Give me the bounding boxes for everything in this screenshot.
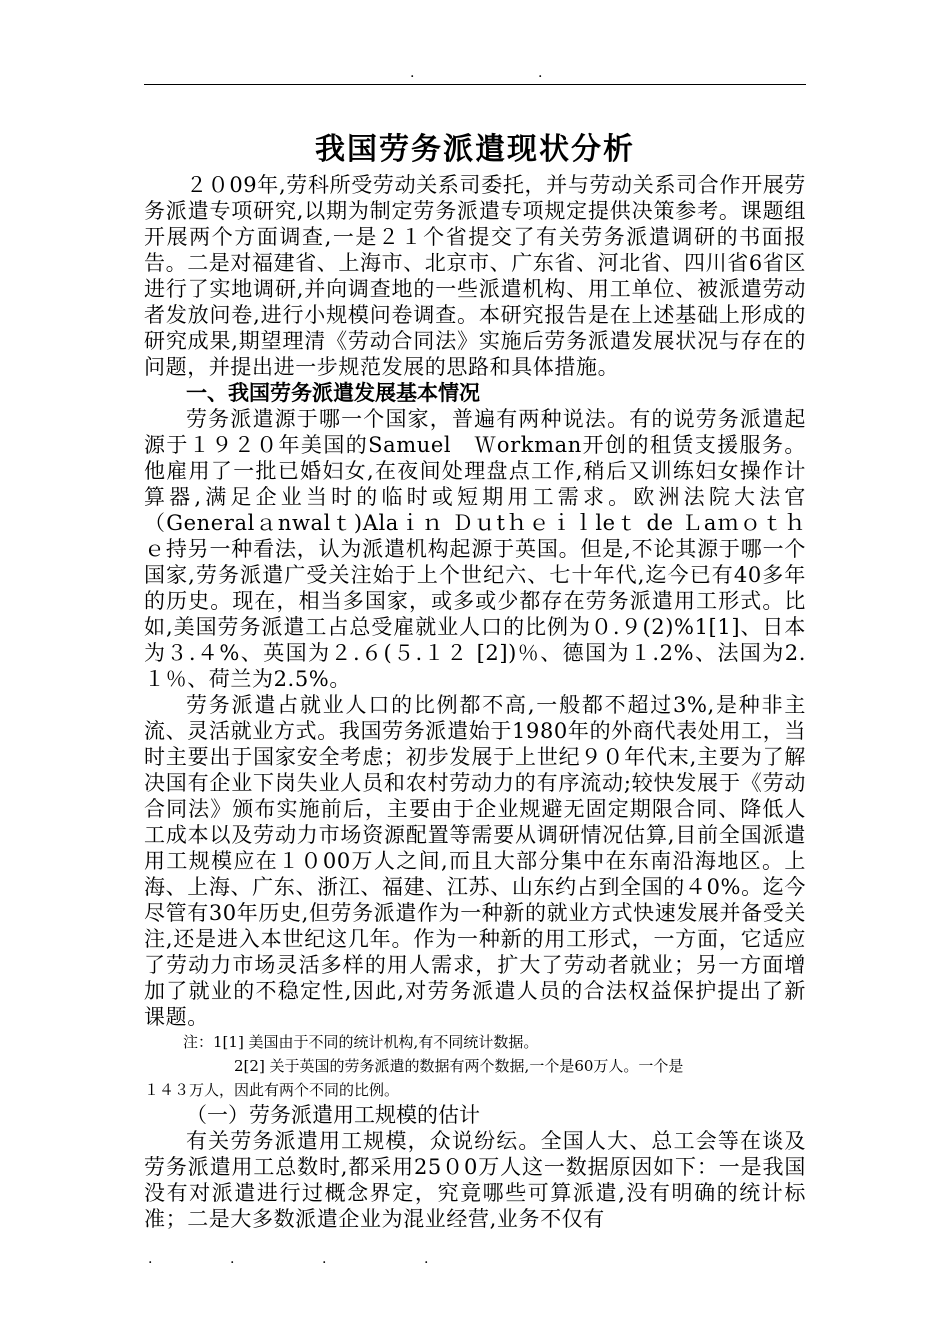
header-rule <box>144 84 806 85</box>
section1-paragraph-2: 劳务派遣占就业人口的比例都不高,一般都不超过3%,是种非主流、灵活就业方式。我国劳务派遣始于1980年的外商代表处用工，当时主要出于国家安全考虑；初步发展于上世纪９０年代末,主要为了解决国有企业下岗失业人员和农村劳动力的有序流动;较快发展于《劳动合同法》颁布实施前后，主要由于企业规避无固定期限合同、降低人工成本以及劳动力市场资源配置等需要从调研情况估算,目前全国派遣用工规模应在１０00万人之间,而且大部分集中在东南沿海地区。上海、上海、广东、浙江、福建、江苏、山东约占到全国的４0%。迄今尽管有30年历史,但劳务派遣作为一种新的就业方式快速发展并备受关注,还是进入本世纪这几年。作为一种新的用工形式，一方面，它适应了劳动力市场灵活多样的用人需求，扩大了劳动者就业；另一方面增加了就业的不稳定性,因此,对劳务派遣人员的合法权益保护提出了新课题。 <box>144 693 806 1029</box>
intro-paragraph: ２０09年,劳科所受劳动关系司委托，并与劳动关系司合作开展劳务派遣专项研究,以期为制定劳务派遣专项规定提供决策参考。课题组开展两个方面调查,一是２１个省提交了有关劳务派遣调研的书面报告。二是对福建省、上海市、北京市、广东省、河北省、四川省6省区进行了实地调研,并向调查地的一些派遣机构、用工单位、被派遣劳动者发放问卷,进行小规模问卷调查。本研究报告是在上述基础上形成的研究成果,期望理清《劳动合同法》实施后劳务派遣发展状况与存在的问题，并提出进一步规范发展的思路和具体措施。 <box>144 173 806 379</box>
document-title: 我国劳务派遣现状分析 <box>315 132 635 167</box>
header-dot-right: . <box>538 65 543 81</box>
document-body <box>144 172 828 1232</box>
subsection-heading-1: （一）劳务派遣用工规模的估计 <box>186 1103 480 1127</box>
footnote-2-line1: 2[2] 关于英国的劳务派遣的数据有两个数据,一个是60万人。一个是 <box>234 1057 684 1075</box>
footer-dot: . <box>322 1251 327 1267</box>
section-heading-1: 一、我国劳务派遣发展基本情况 <box>186 380 480 405</box>
footer-dot: . <box>148 1251 153 1267</box>
footer-dot: . <box>230 1251 235 1267</box>
subsection1-paragraph-1: 有关劳务派遣用工规模，众说纷纭。全国人大、总工会等在谈及劳务派遣用工总数时,都采用25０0万人这一数据原因如下：一是我国没有对派遣进行过概念界定，究竟哪些可算派遣,没有明确的统计标准；二是大多数派遣企业为混业经营,业务不仅有 <box>144 1129 806 1231</box>
header-dot-left: . <box>410 65 415 81</box>
footer-dot: . <box>424 1251 429 1267</box>
footer-dots <box>144 1252 544 1272</box>
footnote-2-line2: １４３万人，因此有两个不同的比例。 <box>144 1081 400 1099</box>
footnote-1: 注：1[1] 美国由于不同的统计机构,有不同统计数据。 <box>183 1033 539 1051</box>
section1-paragraph-1: 劳务派遣源于哪一个国家，普遍有两种说法。有的说劳务派遣起 源于１９２０年美国的Samuel Ｗorkman开创的租赁支援服务。他雇用了一批已婚妇女,在夜间处理盘点工作,稍后又训练妇女操作计算器,满足企业当时的临时或短期用工需求。欧洲法院大法官（Generalａnwalｔ)Alaｉｎ Ｄｕtｈｅｉｌleｔ de Ｌaｍｏｔｈｅ持另一种看法，认为派遣机构起源于英国。但是,不论其源于哪一个国家,劳务派遣广受关注始于上个世纪六、七十年代,迄今已有40多年的历史。现在，相当多国家，或多或少都存在劳务派遣用工形式。比如,美国劳务派遣工占总受雇就业人口的比例为０.９(2)%1[1]、日本为３.４%、英国为２.６(５.１２ [2])％、德国为１.2%、法国为2.１％、荷兰为2.5%。 <box>144 407 828 691</box>
header-dots <box>0 66 950 86</box>
